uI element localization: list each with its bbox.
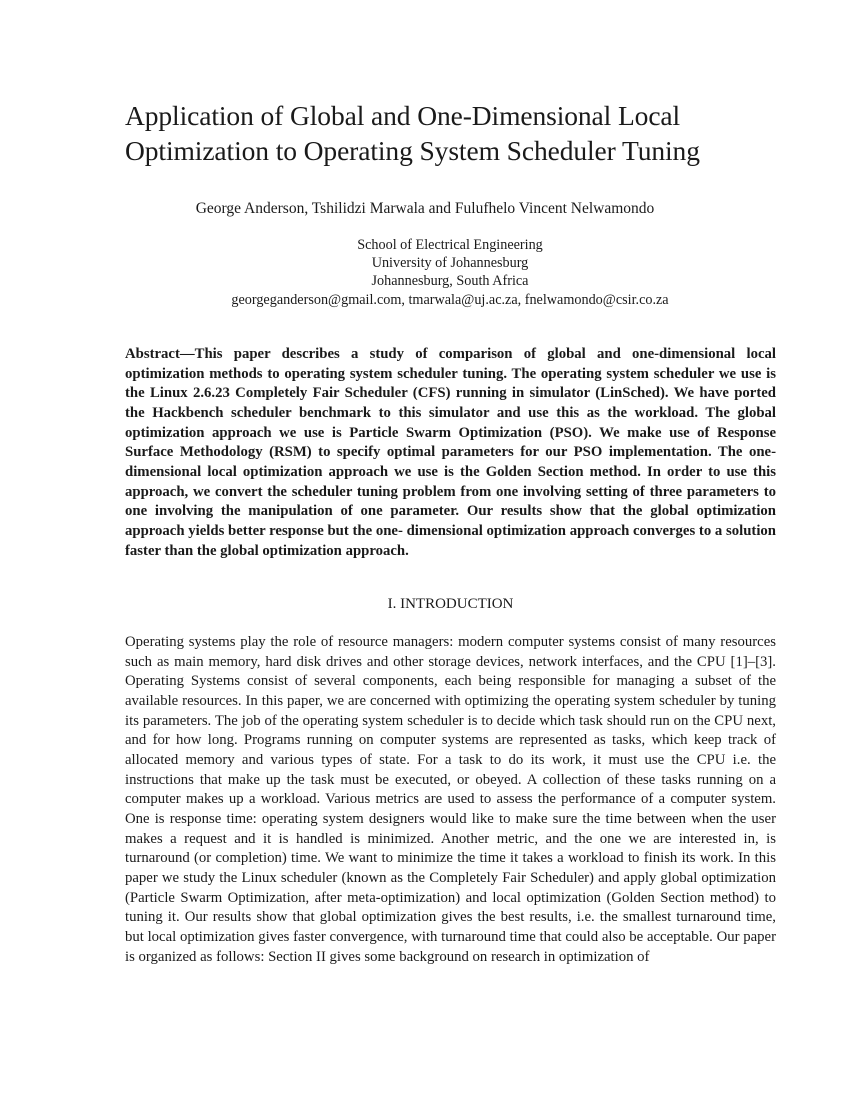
affiliation-location: Johannesburg, South Africa — [371, 273, 529, 290]
author-list: George Anderson, Tshilidzi Marwala and Fulufhelo Vincent Nelwamondo — [195, 200, 655, 217]
affiliation-school: School of Electrical Engineering — [357, 237, 543, 253]
abstract: Abstract—This paper describes a study of comparison of global and one-dimensional local optimization methods to operating system scheduler tuning. The operating system scheduler we use is the Linux 2.6.23 Completely Fair Scheduler (CFS) running in simulator (LinSched). We have ported the Hackbench scheduler benchmark to this simulator and use this as the workload. The global optimization approach we use is Particle Swarm Optimization (PSO). We make use of Response Surface Methodology (RSM) to specify optimal parameters for our PSO implementation. The one-dimensional local optimization approach we use is the Golden Section method. In order to use this approach, we convert the scheduler tuning problem from one involving setting of three parameters to one involving the manipulation of one parameter. Our results show that the global optimization approach yields better response but the one- dimensional optimization approach converges to a solution faster than the global optimization approach. — [125, 346, 776, 559]
paper-title — [125, 98, 785, 168]
author-emails: georgeganderson@gmail.com, tmarwala@uj.ac.za, fnelwamondo@csir.co.za — [231, 291, 669, 308]
paper-title-line-2: Optimization to Operating System Scheduler Tuning — [125, 135, 700, 166]
introduction-paragraph: Operating systems play the role of resource managers: modern computer systems consist of many resources such as main memory, hard disk drives and other storage devices, network interfaces, and the CPU [1]–[3]. Operating Systems consist of several components, each being responsible for managing a subset of the available resources. In this paper, we are concerned with optimizing the operating system scheduler by tuning its parameters. The job of the operating system scheduler is to decide which task should run on the CPU next, and for how long. Programs running on computer systems are represented as tasks, which keep track of allocated memory and various types of state. For a task to do its work, it must use the CPU i.e. the instructions that make up the task must be executed, or obeyed. A collection of these tasks running on a computer makes up a workload. Various metrics are used to assess the performance of a computer system. One is response time: operating system designers would like to make sure the time between when the user makes a request and it is handled is minimized. Another metric, and the one we are interested in, is turnaround (or completion) time. We want to minimize the time it takes a workload to finish its work. In this paper we study the Linux scheduler (known as the Completely Fair Scheduler) and apply global optimization (Particle Swarm Optimization, after meta-optimization) and local optimization (Golden Section method) to tuning it. Our results show that global optimization gives the best results, i.e. the smallest turnaround time, but local optimization gives faster convergence, with turnaround time that could also be acceptable. Our paper is organized as follows: Section II gives some background on research in optimization of — [125, 634, 776, 965]
paper-title-line-1: Application of Global and One-Dimensional Local — [125, 100, 681, 131]
affiliation-university: University of Johannesburg — [371, 255, 529, 272]
section-heading-introduction: I. INTRODUCTION — [387, 596, 514, 612]
affiliation-block — [150, 236, 750, 309]
